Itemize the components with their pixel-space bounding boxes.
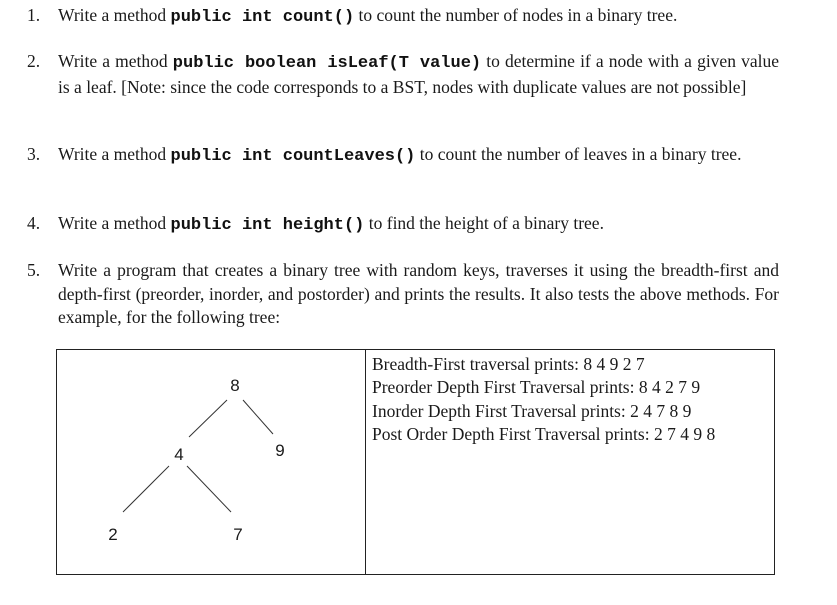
method-signature: public int countLeaves() [170,147,416,166]
method-signature: public int count() [170,8,355,27]
node-7: 7 [233,525,243,544]
question-text [58,212,779,238]
edge-4-7 [187,466,231,512]
edge-4-2 [123,466,169,512]
text-post: to determine if a node with a given value is a leaf. [Note: since the code corresponds to a BST, nodes with duplicate values are not possible] [58,51,779,97]
text-pre: Write a method [58,213,171,233]
traversal-output [372,353,770,446]
binary-tree-diagram [57,350,366,574]
node-2: 2 [108,525,118,544]
text-pre: Write a method [58,51,173,71]
question-text [58,143,779,169]
inorder-line: Inorder Depth First Traversal prints: 2 4 7 8 9 [372,400,692,421]
question-number: 2. [27,51,41,71]
question-text [58,4,779,30]
example-figure [56,349,775,575]
method-signature: public int height() [170,216,365,235]
node-9: 9 [275,441,285,460]
question-number: 5. [27,260,41,280]
text-post: to count the number of leaves in a binary tree. [415,144,742,164]
question-number: 1. [27,5,41,25]
question-number: 3. [27,144,41,164]
question-text: Write a program that creates a binary tree with random keys, traverses it using the breadth-first and depth-first (preorder, inorder, and postorder) and prints the results. It also tests the above methods. For example, for the following tree: [58,260,779,327]
question-number: 4. [27,213,41,233]
preorder-line: Preorder Depth First Traversal prints: 8 4 2 7 9 [372,377,701,398]
node-4: 4 [174,445,184,464]
text-post: to count the number of nodes in a binary tree. [354,5,678,25]
question-text [58,50,779,99]
bfs-line: Breadth-First traversal prints: 8 4 9 2 7 [372,354,645,374]
edge-8-4 [189,400,227,437]
text-post: to find the height of a binary tree. [364,213,604,233]
postorder-line: Post Order Depth First Traversal prints: 2 7 4 9 8 [372,423,716,444]
method-signature: public boolean isLeaf(T value) [172,54,482,73]
edge-8-9 [243,400,273,434]
node-8: 8 [230,376,240,395]
text-pre: Write a method [58,5,171,25]
tree-svg [57,350,365,574]
text-pre: Write a method [58,144,171,164]
